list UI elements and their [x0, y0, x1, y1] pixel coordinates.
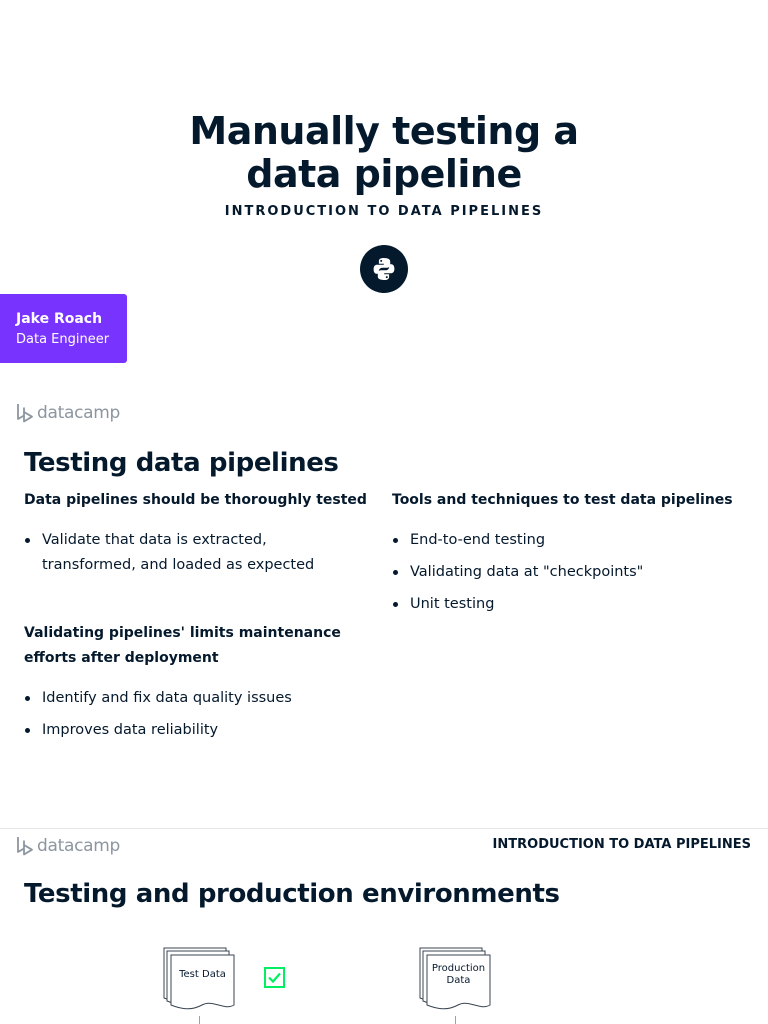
- author-card: [0, 294, 127, 363]
- left-heading-1: Data pipelines should be thoroughly tested: [24, 492, 367, 508]
- deck-title-line2: data pipeline: [246, 152, 522, 196]
- left-bullets-1: [24, 528, 369, 578]
- production-data-label-line1: Production: [431, 963, 486, 974]
- connector-line: [199, 1016, 200, 1024]
- datacamp-logo: [16, 835, 120, 857]
- connector-line: [455, 1016, 456, 1024]
- list-item: Identify and fix data quality issues: [24, 686, 369, 711]
- datacamp-mark-icon: [16, 835, 34, 857]
- deck-title-line1: Manually testing a: [189, 109, 579, 153]
- list-item: Validating data at "checkpoints": [392, 560, 752, 585]
- left-heading-2: Validating pipelines' limits maintenance efforts after deployment: [24, 625, 341, 666]
- list-item: End-to-end testing: [392, 528, 752, 553]
- python-logo-icon: [370, 255, 398, 283]
- python-logo-badge: [360, 245, 408, 293]
- list-item: Validate that data is extracted, transformed, and loaded as expected: [24, 528, 342, 578]
- right-column: [392, 488, 752, 624]
- author-name: Jake Roach: [16, 311, 103, 327]
- production-data-label: [427, 963, 490, 987]
- production-data-label-line2: Data: [446, 975, 471, 986]
- datacamp-wordmark: datacamp: [37, 836, 121, 856]
- list-item: Unit testing: [392, 592, 752, 617]
- left-bullets-2: [24, 686, 369, 743]
- right-bullets: [392, 528, 752, 617]
- course-subtitle: INTRODUCTION TO DATA PIPELINES: [224, 204, 544, 219]
- author-role: Data Engineer: [16, 332, 110, 347]
- slide-title-testing: Testing data pipelines: [24, 448, 339, 478]
- slide-divider: [0, 828, 768, 829]
- right-heading: Tools and techniques to test data pipelines: [392, 492, 733, 508]
- datacamp-wordmark: datacamp: [37, 403, 121, 423]
- datacamp-logo: [16, 402, 120, 424]
- left-column: [24, 488, 369, 750]
- deck-title: [0, 110, 768, 196]
- course-label: INTRODUCTION TO DATA PIPELINES: [492, 837, 751, 852]
- test-data-label: Test Data: [179, 969, 226, 980]
- datacamp-mark-icon: [16, 402, 34, 424]
- production-data-document-stack: [418, 946, 494, 1010]
- test-data-document-stack: [162, 946, 238, 1010]
- checkmark-box-icon: [264, 967, 285, 988]
- list-item: Improves data reliability: [24, 718, 369, 743]
- slide-title-environments: Testing and production environments: [24, 879, 560, 909]
